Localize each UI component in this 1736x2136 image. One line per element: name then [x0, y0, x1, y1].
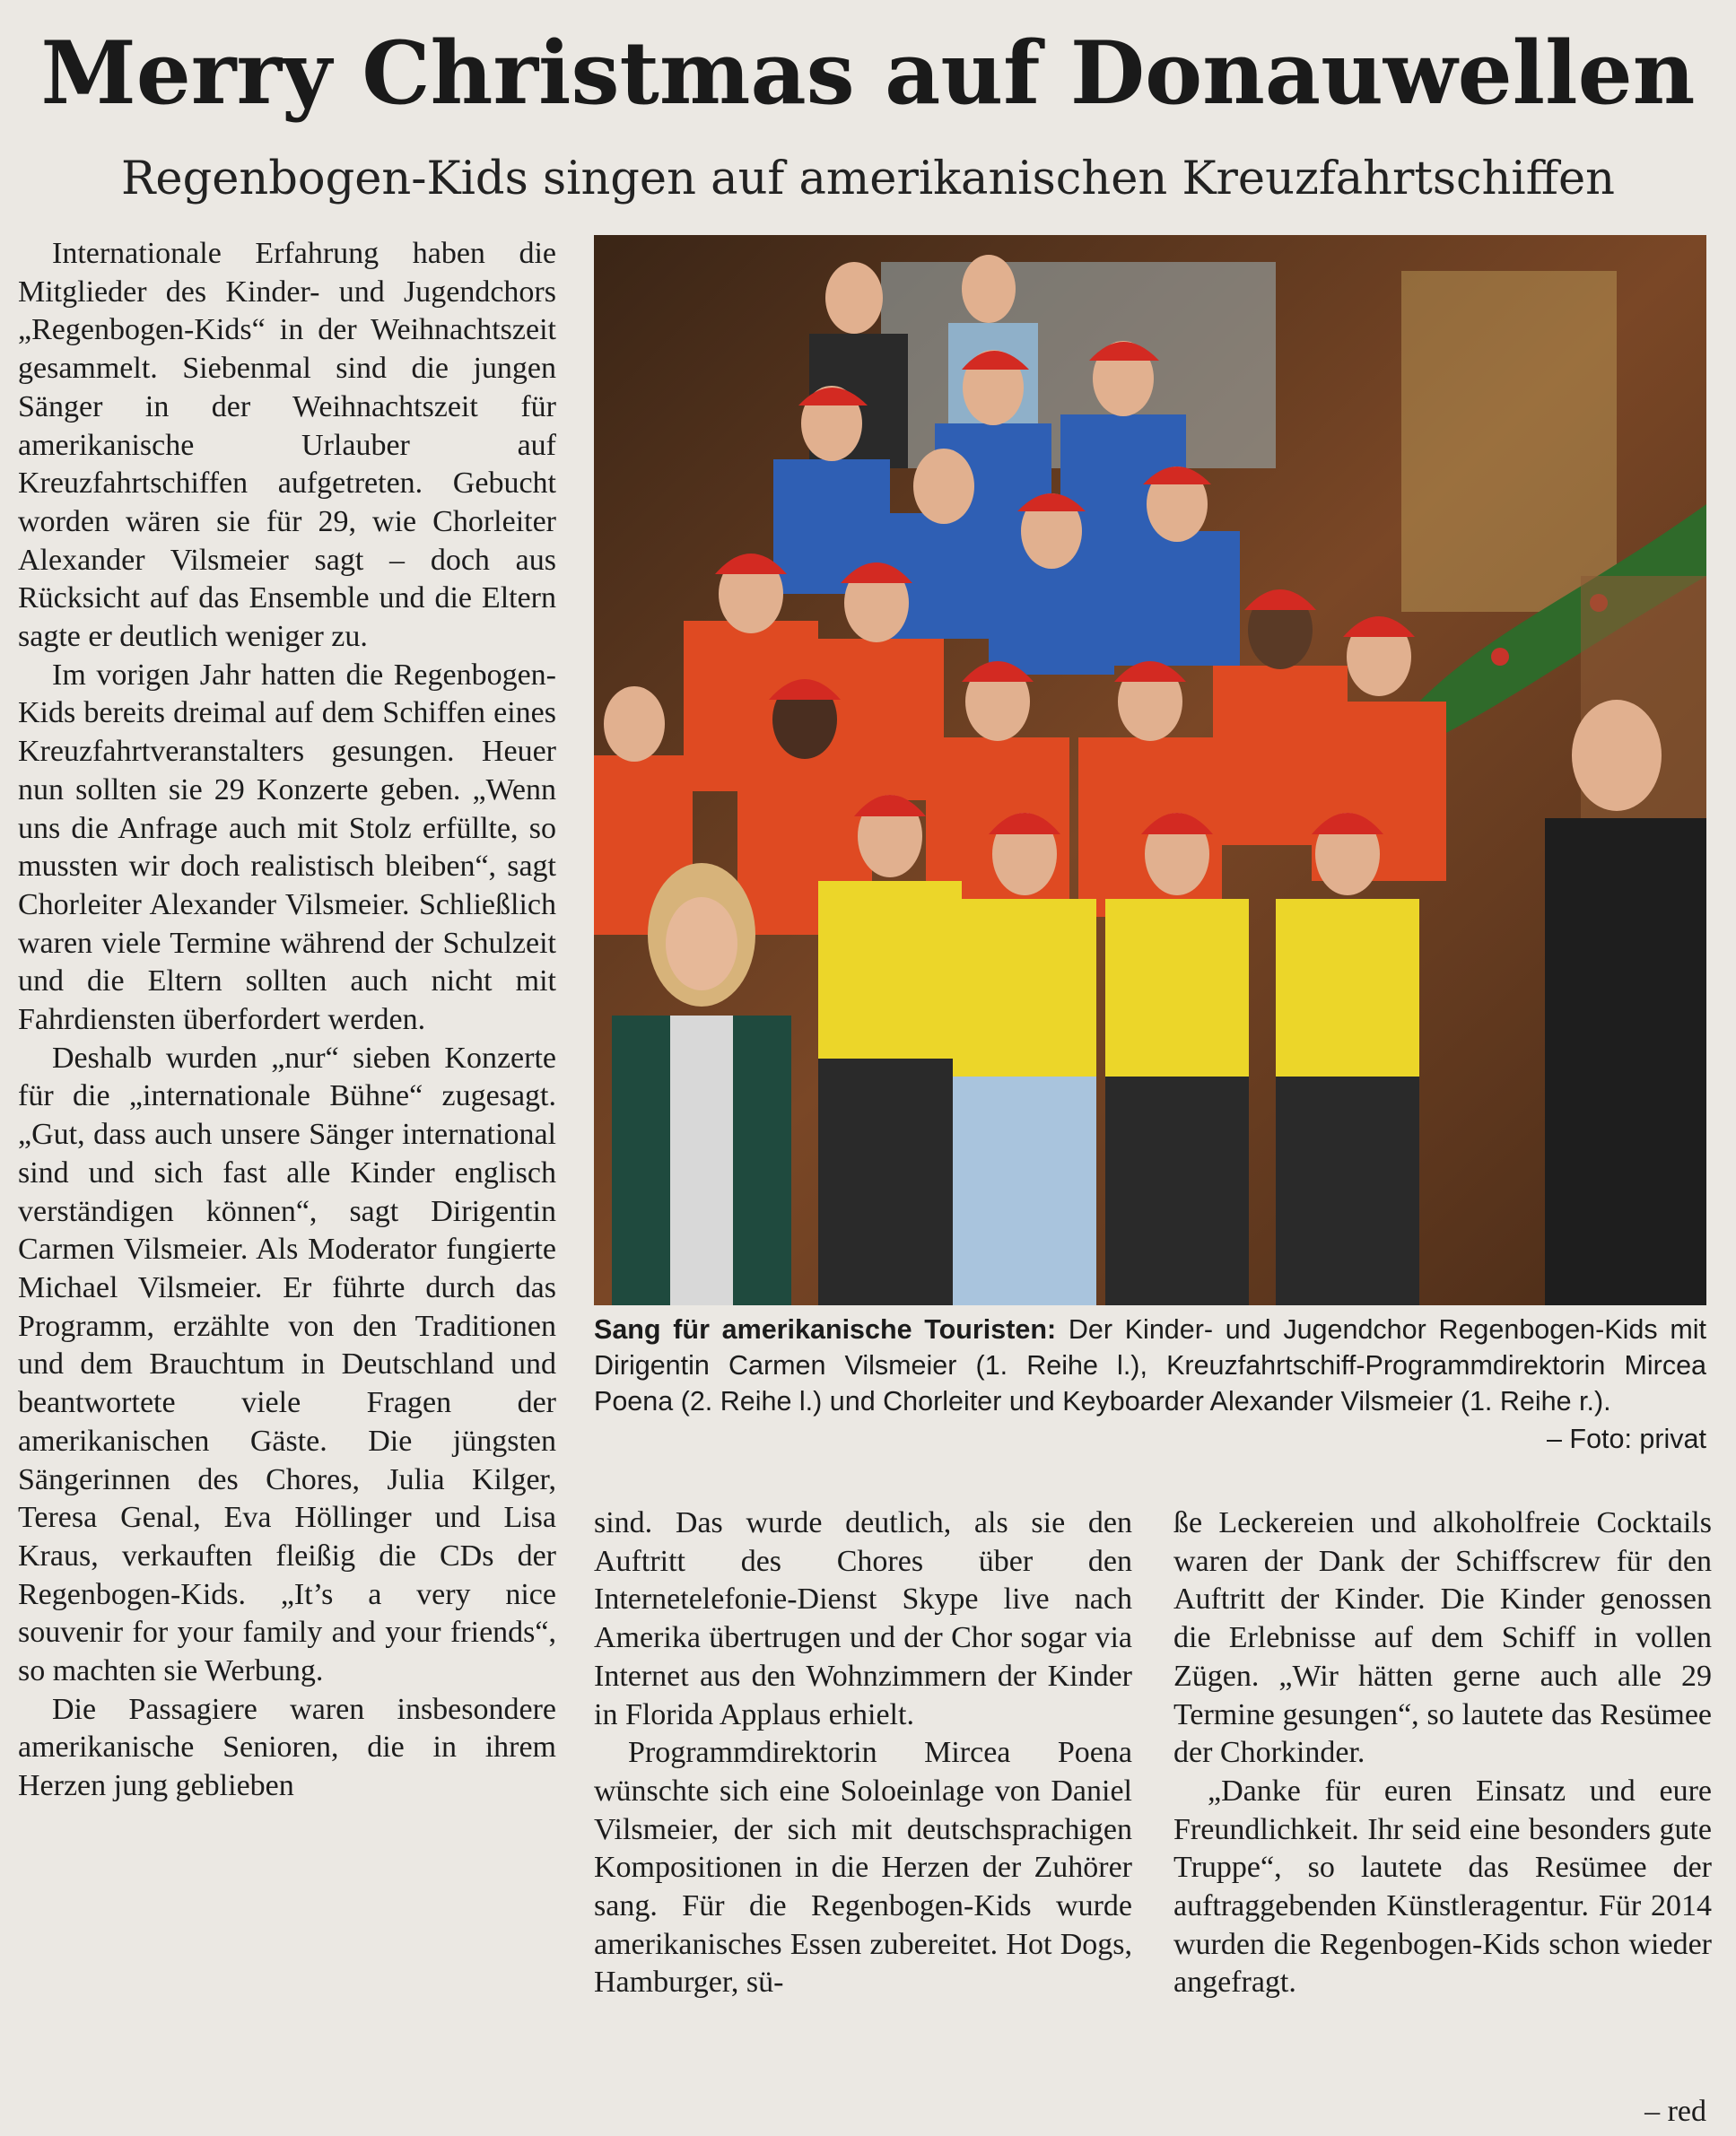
author-signature: – red — [1644, 2095, 1706, 2128]
choir-photo — [594, 235, 1706, 1305]
photo-caption — [594, 1312, 1706, 1419]
caption-lead: Sang für amerikanische Touristen: — [594, 1314, 1057, 1345]
caption-text: Der Kinder- und Jugendchor Regenbogen-Kids mit Dirigentin Carmen Vilsmeier (1. Reihe l.), Kreuzfahrtschiff-Programmdirektorin Mircea Poena (2. Reihe l.) und Chorleiter und Keyboarder Alexander Vilsmeier (1. Reihe r.). — [594, 1314, 1706, 1417]
photo-credit: – Foto: privat — [1547, 1424, 1706, 1454]
article-column-2 — [594, 1504, 1132, 2002]
article-column-1 — [18, 235, 556, 1806]
paragraph: Im vorigen Jahr hatten die Regenbogen-Kids bereits dreimal auf dem Schiffen eines Kreuzfahrtveranstalters gesungen. Heuer nun sollten sie 29 Konzerte geben. „Wenn uns die Anfrage auch mit Stolz erfüllte, so mussten wir doch realistisch bleiben“, sagt Chorleiter Alexander Vilsmeier. Schließlich waren viele Termine während der Schulzeit und die Eltern sollten auch nicht mit Fahrdiensten überfordert werden. — [18, 658, 556, 1037]
choir-photo-illustration — [594, 235, 1706, 1305]
paragraph: Internationale Erfahrung haben die Mitglieder des Kinder- und Jugendchors „Regenbogen-Kids“ in der Weihnachtszeit gesammelt. Siebenmal sind die jungen Sänger in der Weihnachtszeit für amerikanische Urlauber auf Kreuzfahrtschiffen aufgetreten. Gebucht worden wären sie für 29, wie Chorleiter Alexander Vilsmeier sagt – doch aus Rücksicht auf das Ensemble und die Eltern sagte er deutlich weniger zu. — [18, 237, 556, 654]
paragraph: Programmdirektorin Mircea Poena wünschte sich eine Soloeinlage von Daniel Vilsmeier, der sich mit deutschsprachigen Kompositionen in die Herzen der Zuhörer sang. Für die Regenbogen-Kids wurde amerikanisches Essen zubereitet. Hot Dogs, Hamburger, sü- — [594, 1736, 1132, 2000]
paragraph: „Danke für euren Einsatz und eure Freundlichkeit. Ihr seid eine besonders gute Truppe“, so lautete das Resümee der auftraggebenden Künstleragentur. Für 2014 wurden die Regenbogen-Kids schon wieder angefragt. — [1173, 1774, 1712, 2000]
paragraph: Deshalb wurden „nur“ sieben Konzerte für die „internationale Bühne“ zugesagt. „Gut, dass auch unsere Sänger international sind und sich fast alle Kinder englisch verständigen können“, sagt Dirigentin Carmen Vilsmeier. Als Moderator fungierte Michael Vilsmeier. Er führte durch das Programm, erzählte von den Traditionen und dem Brauchtum in Deutschland und beantwortete viele Fragen der amerikanischen Gäste. Die jüngsten Sängerinnen des Chores, Julia Kilger, Teresa Genal, Eva Höllinger und Lisa Kraus, verkauften fleißig die CDs der Regenbogen-Kids. „It’s a very nice souvenir for your family and your friends“, so machten sie Werbung. — [18, 1041, 556, 1688]
paragraph: ße Leckereien und alkoholfreie Cocktails waren der Dank der Schiffscrew für den Auftritt der Kinder. Die Kinder genossen die Erlebnisse auf dem Schiff in vollen Zügen. „Wir hätten gerne auch alle 29 Termine gesungen“, so lautete das Resümee der Chorkinder. — [1173, 1506, 1712, 1770]
paragraph: sind. Das wurde deutlich, als sie den Auftritt des Chores über den Internetelefonie-Dienst Skype live nach Amerika übertrugen und der Chor sogar via Internet aus den Wohnzimmern der Kinder in Florida Applaus erhielt. — [594, 1506, 1132, 1731]
subheadline: Regenbogen-Kids singen auf amerikanischen Kreuzfahrtschiffen — [121, 153, 1615, 205]
headline: Merry Christmas auf Donauwellen — [40, 22, 1696, 124]
article-column-3 — [1173, 1504, 1712, 2002]
paragraph: Die Passagiere waren insbesondere amerikanische Senioren, die in ihrem Herzen jung geblieben — [18, 1692, 556, 1803]
